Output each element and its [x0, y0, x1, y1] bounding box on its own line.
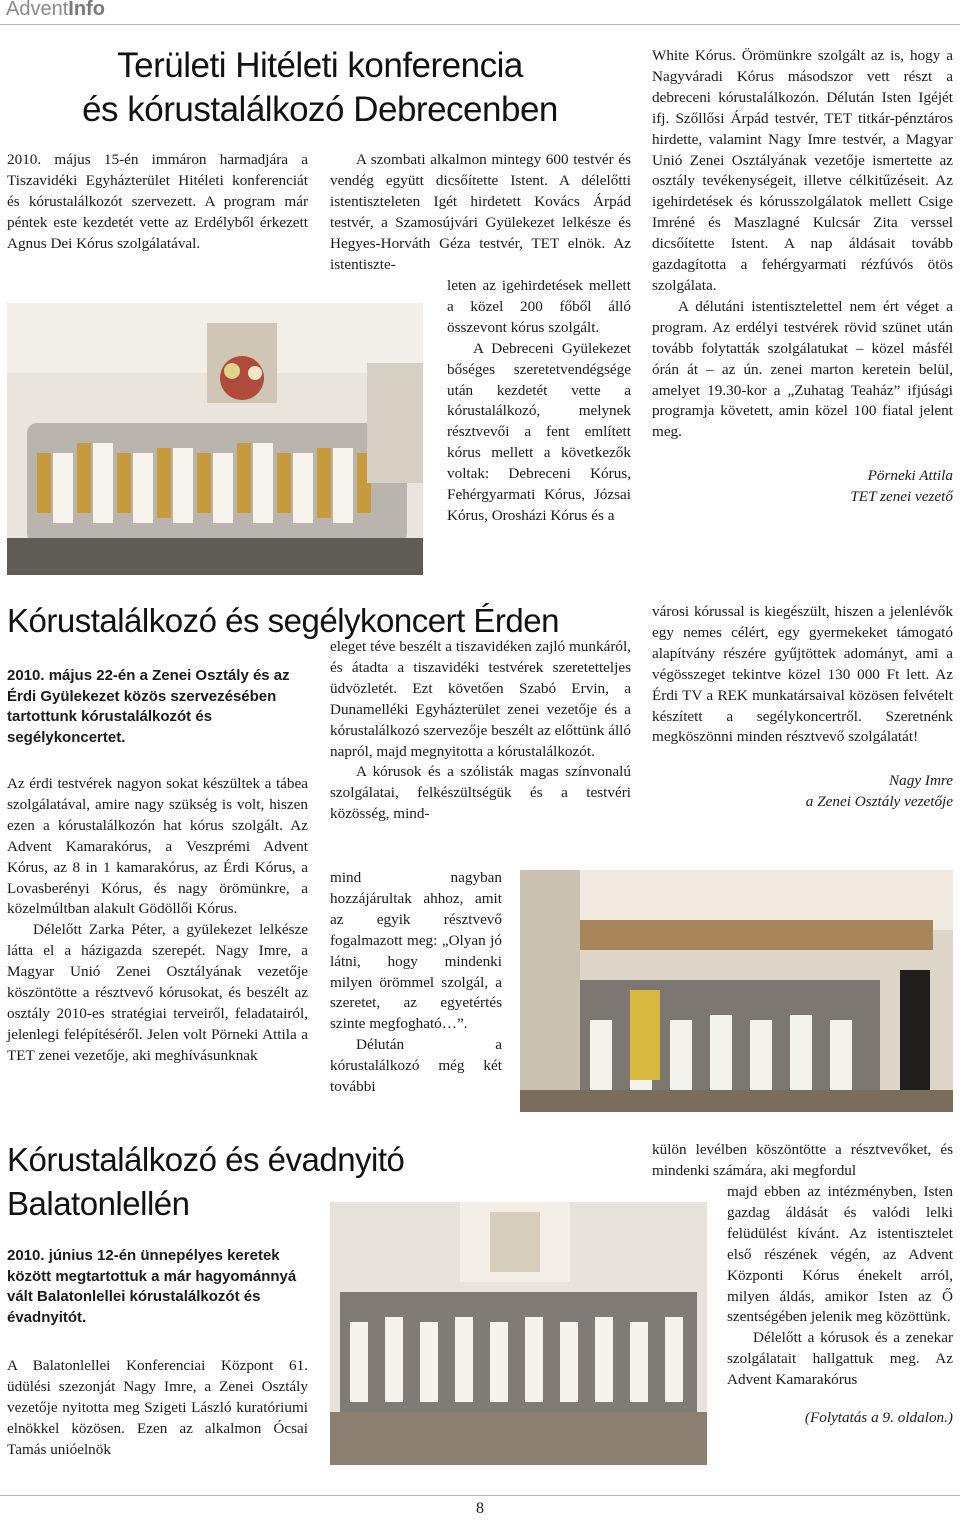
- article1-col2: [330, 150, 631, 275]
- article2-col2-para2-cont: mind nagyban hozzájárultak ahhoz, amit az egyik résztvevő fogalmazott meg: „Olyan jó látni, hogy mindenki milyen örömmel szolgál, a szeretet, az egyetértés szinte megfogható…”.: [330, 869, 502, 1033]
- erd-choir-photo: [520, 870, 953, 1112]
- page-number: 8: [476, 1500, 484, 1517]
- article3-col1-para: A Balatonlellei Konferenciai Központ 61. üdülési szezonját Nagy Imre, a Zenei Osztály vezetője nyitotta meg Szigeti László kuratóriumi elnökkel közösen. Ezen az alkalmon Ócsai Tamás unióelnök: [7, 1357, 308, 1458]
- article1-title: Területi Hitéleti konferencia és kórustalálkozó Debrecenben: [82, 46, 558, 129]
- brand-logo: [6, 0, 105, 21]
- article2-col2-para1: eleget téve beszélt a tiszavidéken zajló munkáról, és átadta a tiszavidéki testvérek szeretetteljes üdvözletét. Ezt követően Szabó Ervin, a Dunamelléki Egyházterület zenei vezetője és a kórustalálkozó szervezője beszélt az előttünk álló napról, majd megnyitotta a kórustalálkozót.: [330, 638, 631, 760]
- article1-col3-para1: White Kórus. Örömünkre szolgált az is, hogy a Nagyváradi Kórus másodszor vett részt a debreceni kórustalálkozón. Délután Isten Igéjét ifj. Szőllősi Árpád testvér, TET titkár-pénztáros hirdette, valamint Nagy Imre testvér, a Magyar Unió Zenei Osztályának vezetője ismertette az osztály tevékenységeit, illetve célkitűzéseit. Az igehirdetések és kórusszolgálatok mellett Csige Imréné és Maszlagné Kulcsár Zita verssel dicsőítette Istent. A nap áldásait tovább gazdagította a fehérgyarmati rézfúvós ötös szolgálata.: [652, 47, 953, 294]
- article3-col3: [727, 1182, 953, 1428]
- brand-plain: Advent: [6, 0, 69, 20]
- article1-col2-para1: A szombati alkalmon mintegy 600 testvér és vendég együtt dicsőítette Istent. A délelőtti istentiszteleten Igét hirdetett Kovács Árpád testvér, a Szamosújvári Gyülekezet lelkésze és Hegyes-Horváth Géza testvér, TET elnök. Az istentisztе-: [330, 151, 631, 273]
- article3-title: Kórustalálkozó és évadnyitó Balatonlellén: [7, 1141, 405, 1222]
- article2-col3-para: városi kórussal is kiegészült, hiszen a jelenlévők egy nemes célért, egy gyermekeket támogató alapítvány részére gyűjtöttek adományt, ami a végösszeget tekintve közel 130 000 Ft lett. Az Érdi TV a REK munkatársaival közösen felvételt készített a segélykoncertről. Szeretnénk megköszönni minden résztvevő szolgálatát!: [652, 603, 953, 746]
- article1-col2-para2: A Debreceni Gyülekezet bőséges szeretetvendégsége után kezdetét vette a kórustalálkozó, melynek résztvevői a fent említett kórus mellett a következők voltak: Debreceni Kórus, Fehérgyarmati Kórus, Józsai Kórus, Orosházi Kórus és a: [447, 339, 631, 524]
- article2-col2-para2: A kórusok és a szólisták magas színvonalú szolgálatai, felkészültségük és a testvéri közösség, mind-: [330, 763, 631, 823]
- article2-title: Kórustalálkozó és segélykoncert Érden: [7, 602, 559, 639]
- article2-col1: [7, 666, 308, 1067]
- article3-col3-para1: külön levélben köszöntötte a résztvevőket, és mindenki számára, aki megfordul: [652, 1141, 953, 1179]
- article1-sig-role: TET zenei vezető: [850, 488, 953, 506]
- article3-col3-top: [652, 1140, 953, 1182]
- balatonlelle-choir-photo: [330, 1202, 707, 1465]
- article2-sig-name: Nagy Imre: [889, 772, 953, 790]
- article2-col1-para2: Délelőtt Zarka Péter, a gyülekezet lelkésze látta el a házigazda szerepét. Nagy Imre, a Magyar Unió Zenei Osztályának vezetője köszöntötte a résztvevő kórusokat, és beszélt az osztály 2010-es stratégiai terveiről, feladatairól, jelenlegi felépítéséről. Jelen volt Pörneki Attila a TET zenei vezetője, aki meghívásunknak: [7, 921, 308, 1064]
- article3-col3-para1-cont: majd ebben az intézményben, Isten gazdag áldását és valódi lelki felüdülést kívánt. Az istentisztelet első részének végén, az Advent Központi Kórus énekelt arról, milyen áldás, amikor Isten az Ő szentségében jelenik meg közöttünk.: [727, 1183, 953, 1326]
- article1-col2-para1-cont: leten az igehirdetések mellett a közel 200 főből álló összevont kórus szolgált.: [447, 277, 631, 336]
- article1-col3: [652, 46, 953, 507]
- article3-col1: [7, 1246, 308, 1461]
- page-header: [0, 0, 960, 24]
- article2-col3: [652, 602, 953, 812]
- continued-note: (Folytatás a 9. oldalon.): [804, 1409, 953, 1427]
- article1-col1-text: 2010. május 15-én immáron harmadjára a Tiszavidéki Egyházterület Hitéleti konferenciát és kórustalálkozót szervezett. A program már péntek este kezdetét vette az Erdélyből érkezett Agnus Dei Kórus szolgálatával.: [7, 151, 308, 252]
- article2-col1-para1: Az érdi testvérek nagyon sokat készültek a tábea szolgálatával, amire nagy szükség is volt, hiszen ezen a kórustalálkozón hat kórus szolgált. Az Advent Kamarakórus, a Veszprémi Advent Kórus, az 8 in 1 kamarakórus, az Érdi Kórus, a Lovasberényi Kórus, és nagy örömünkre, a közelmúltban alakult Gödöllői Kórus.: [7, 775, 308, 918]
- article1-sig-name: Pörneki Attila: [867, 467, 953, 485]
- article2-sig-role: a Zenei Osztály vezetője: [805, 793, 953, 811]
- article2-signature: [652, 770, 953, 812]
- article2-col2-para3: Délután a kórustalálkozó még két további: [330, 1036, 502, 1096]
- footer-rule: [0, 1495, 960, 1496]
- article3-lead: 2010. június 12-én ünnepélyes keretek között megtartottuk a már hagyománnyá vált Balatonlellei kórustalálkozót és évadnyitót.: [7, 1247, 297, 1326]
- header-rule: [0, 24, 960, 25]
- article1-col2-narrow: [447, 276, 631, 527]
- article2-col2-narrow: [330, 868, 502, 1098]
- article2-lead: 2010. május 22-én a Zenei Osztály és az Érdi Gyülekezet közös szervezésében tartottunk kórustalálkozót és segélykoncertet.: [7, 667, 290, 746]
- article3-col3-para2: Délelőtt a kórusok és a zenekar szolgálatait hallgattuk meg. Az Advent Kamarakórus: [727, 1329, 953, 1389]
- article1-signature: [652, 465, 953, 507]
- article2-col2: [330, 637, 631, 825]
- debrecen-choir-photo: [7, 303, 423, 575]
- article1-col3-para2: A délutáni istentisztelettel nem ért véget a program. Az erdélyi testvérek rövid szünet után tovább folytatták szolgálatukat – közel másfél órán át – az ún. zenei marton keretein belül, amelyet 19.30-kor a „Zuhatag Teaház” ifjúsági programja követett, amin közel 100 fiatal jelent meg.: [652, 297, 953, 441]
- brand-bold: Info: [68, 0, 105, 20]
